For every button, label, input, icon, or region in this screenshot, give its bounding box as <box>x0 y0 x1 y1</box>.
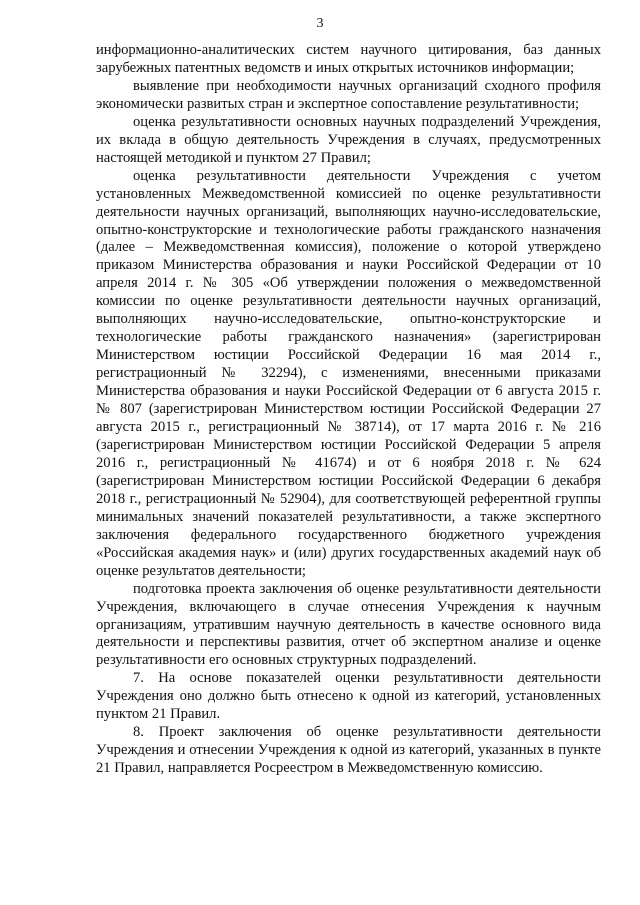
paragraph-performance-assessment: оценка результативности деятельности Учреждения с учетом установленных Межведомственной комиссией по оценке результативности деятельности научных организаций, выполняющих научно-исследовательские, опытно-конструкторские и технологические работы гражданского назначения (далее – Межведомственная комиссия), положение о которой утверждено приказом Министерства образования и науки Российской Федерации от 10 апреля 2014 г. № 305 «Об утверждении положения о межведомственной комиссии по оценке результативности деятельности научных организаций, выполняющих научно-исследовательские, опытно-конструкторские и технологические работы гражданского назначения» (зарегистрирован Министерством юстиции Российской Федерации 16 мая 2014 г., регистрационный № 32294), с изменениями, внесенными приказами Министерства образования и науки Российской Федерации от 6 августа 2015 г. № 807 (зарегистрирован Министерством юстиции Российской Федерации 27 августа 2015 г., регистрационный № 38714), от 17 марта 2016 г. № 216 (зарегистрирован Министерством юстиции Российской Федерации 5 апреля 2016 г., регистрационный № 41674) и от 6 ноября 2018 г. № 624 (зарегистрирован Министерством юстиции Российской Федерации 6 декабря 2018 г., регистрационный № 52904), для соответствующей референтной группы минимальных значений показателей результативности, а также экспертного заключения федерального государственного бюджетного учреждения «Российская академия наук» и (или) других государственных академий наук об оценке результатов деятельности; <box>96 167 601 579</box>
paragraph-search-sources: информационно-аналитических систем научного цитирования, баз данных зарубежных патентных ведомств и иных открытых источников информации; <box>96 42 601 76</box>
paragraph-item-7: 7. На основе показателей оценки результативности деятельности Учреждения оно должно быть отнесено к одной из категорий, установленных пунктом 21 Правил. <box>96 670 601 723</box>
page-number: 3 <box>316 16 324 31</box>
paragraph-subdivision-assessment: оценка результативности основных научных подразделений Учреждения, их вклада в общую деятельность Учреждения в случаях, предусмотренных настоящей методикой и пунктом 27 Правил; <box>96 113 601 166</box>
paragraph-foreign-comparison: выявление при необходимости научных организаций сходного профиля экономически развитых стран и экспертное сопоставление результативности; <box>96 77 601 112</box>
paragraph-item-8: 8. Проект заключения об оценке результативности деятельности Учреждения и отнесении Учреждения к одной из категорий, указанных в пункте 21 Правил, направляется Росреестром в Межведомственную комиссию. <box>96 724 601 777</box>
paragraph-draft-conclusion: подготовка проекта заключения об оценке результативности деятельности Учреждения, включающего в случае отнесения Учреждения к научным организациям, утратившим научную деятельность в качестве основного вида деятельности и перспективы развития, отчет об экспертном анализе и оценке результативности его основных структурных подразделений. <box>96 580 601 669</box>
document-body <box>96 42 601 778</box>
